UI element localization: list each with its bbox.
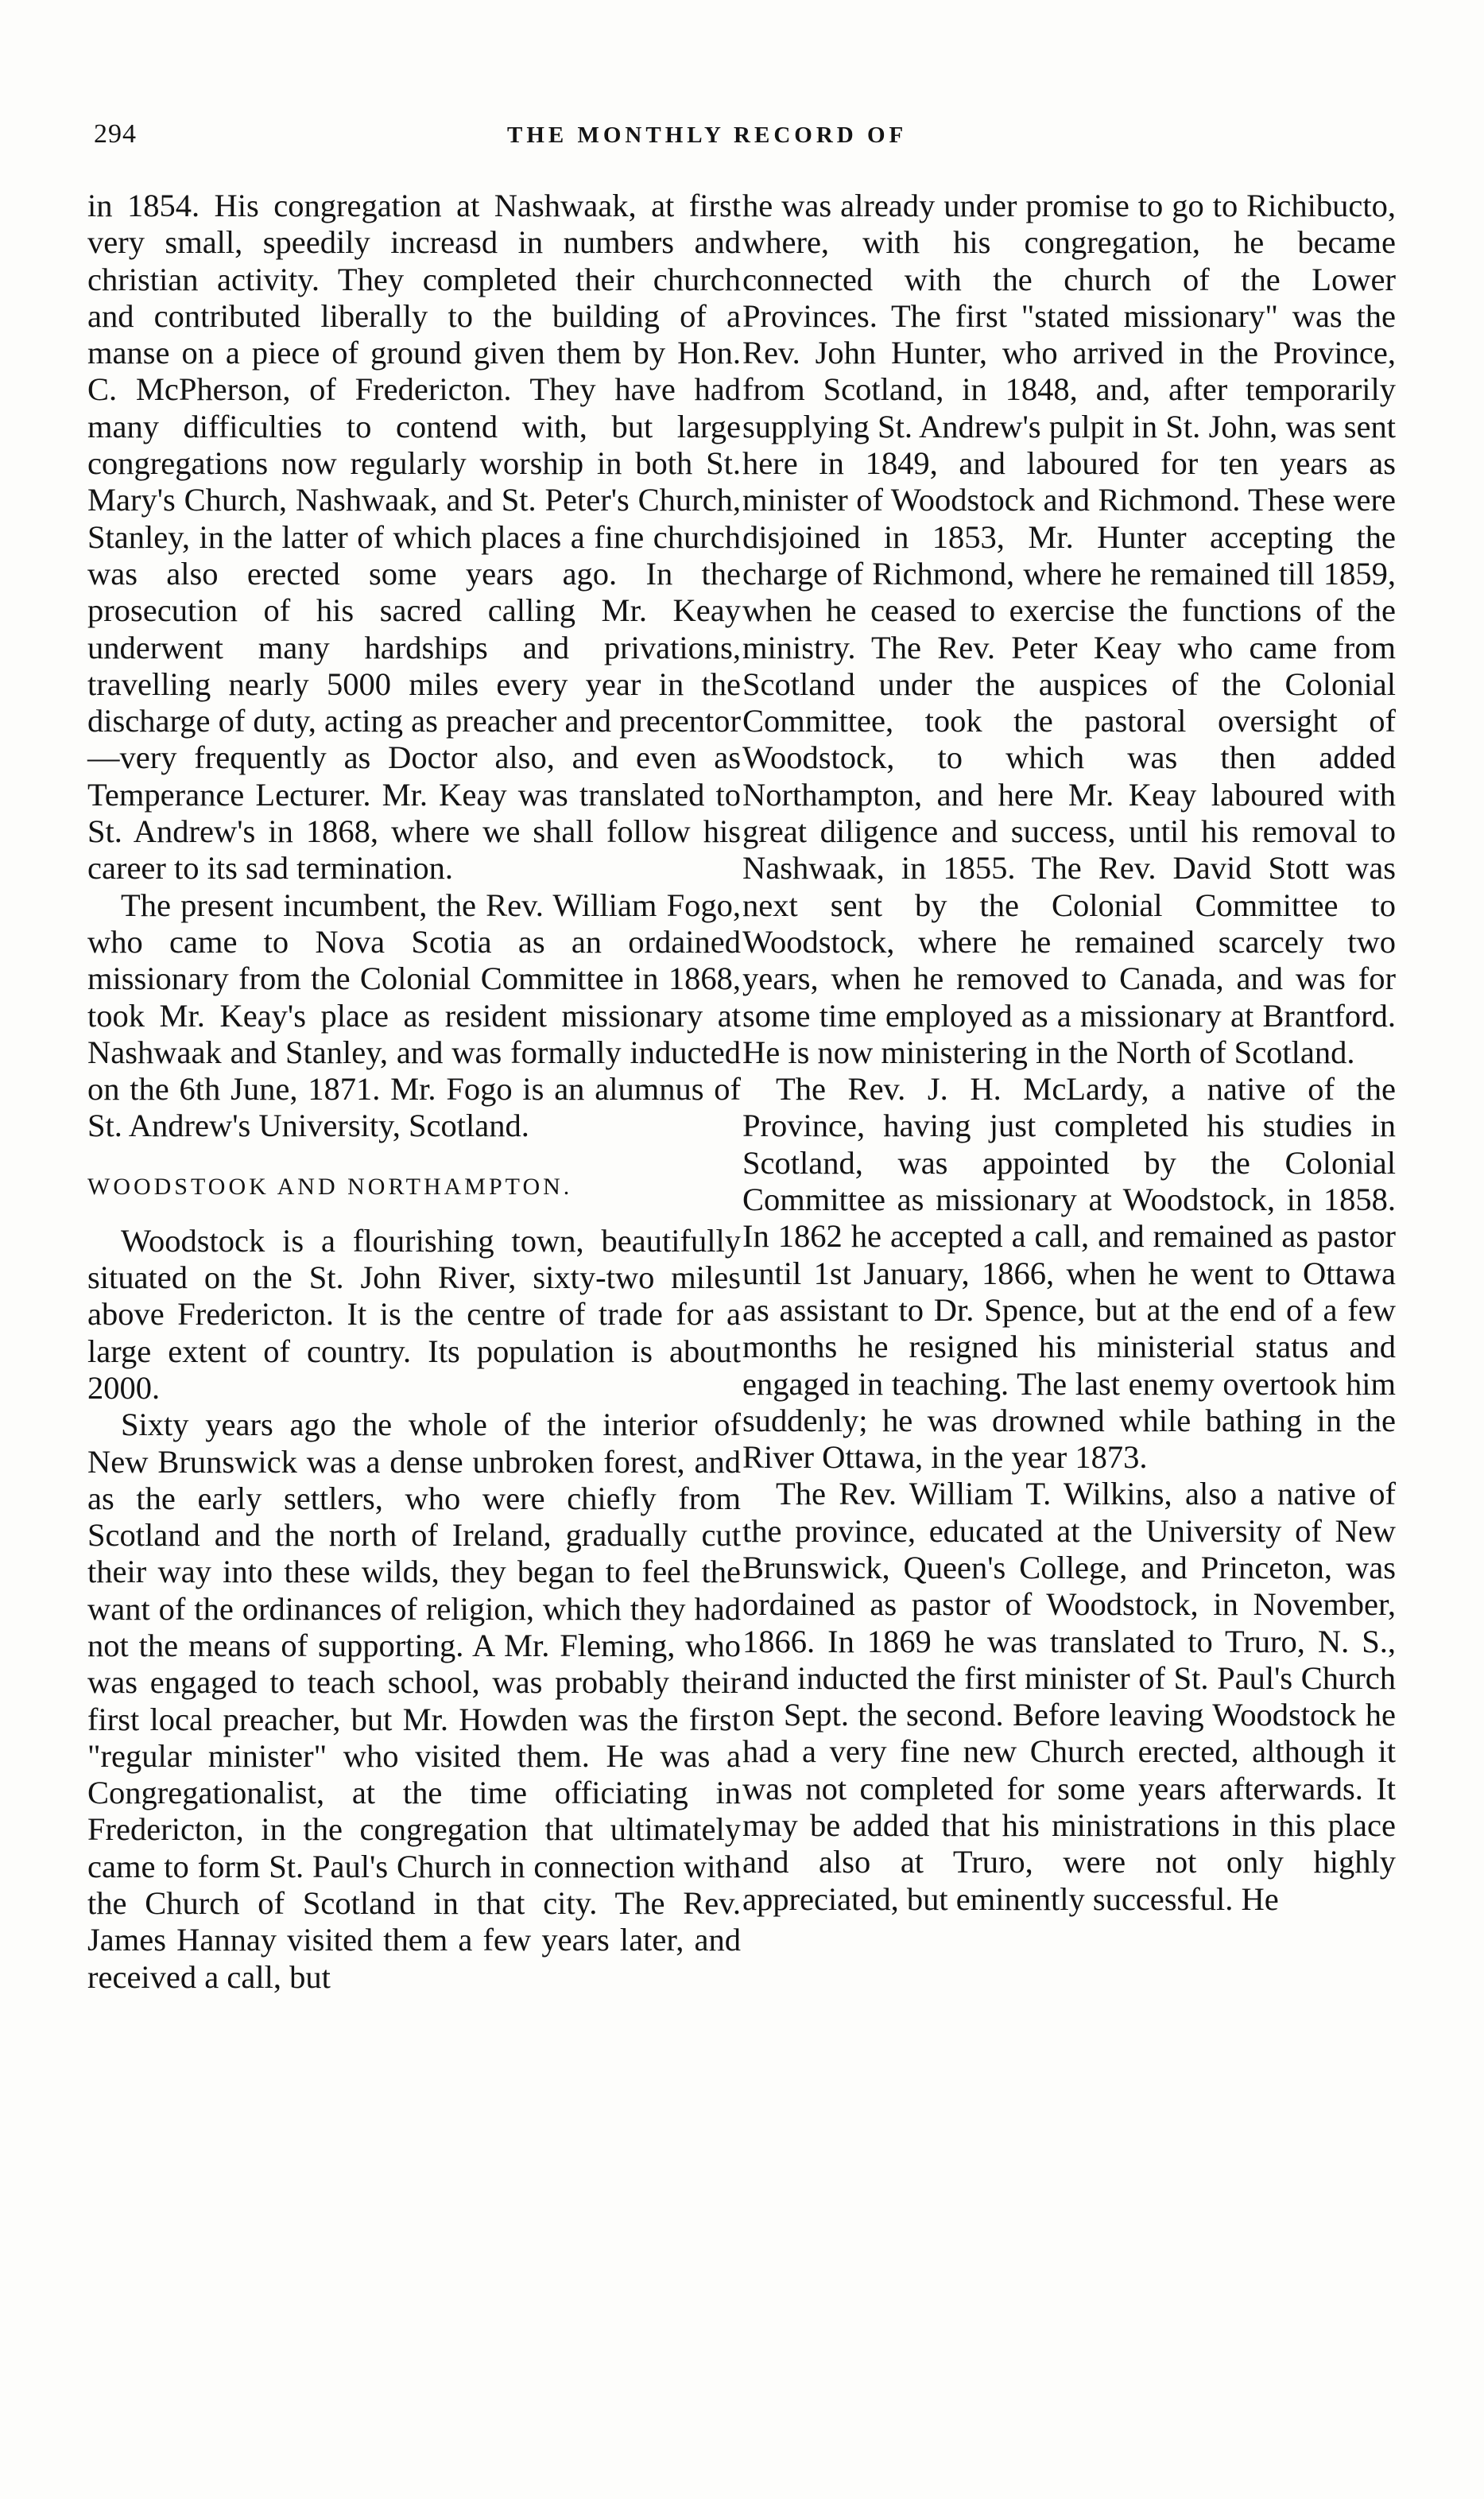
- paragraph: The Rev. William T. Wilkins, also a native of the province, educated at the University of New Brunswick, Queen's College, and Princeton, was ordained as pastor of Woodstock, in November, 1866. In 1869 he was translated to Truro, N. S., and inducted the first minister of St. Paul's Church on Sept. the second. Before leaving Woodstock he had a very fine new Church erected, although it was not completed for some years afterwards. It may be added that his ministrations in this place and also at Truro, were not only highly appreciated, but eminently successful. He: [742, 1476, 1396, 1917]
- paragraph: The Rev. J. H. McLardy, a native of the Province, having just completed his studies in Scotland, was appointed by the Colonial Committee as missionary at Woodstock, in 1858. In 1862 he accepted a call, and remained as pastor until 1st January, 1866, when he went to Ottawa as assistant to Dr. Spence, but at the end of a few months he resigned his ministerial status and engaged in teaching. The last enemy overtook him suddenly; he was drowned while bathing in the River Ottawa, in the year 1873.: [742, 1071, 1396, 1476]
- running-title: THE MONTHLY RECORD OF: [507, 122, 908, 148]
- left-column: [87, 188, 741, 1996]
- right-column: [742, 188, 1396, 1918]
- paragraph: in 1854. His congregation at Nashwaak, at first very small, speedily increasd in numbers and christian activity. They completed their church and contributed liberally to the building of a manse on a piece of ground given them by Hon. C. McPherson, of Fredericton. They have had many difficulties to contend with, but large congregations now regularly worship in both St. Mary's Church, Nashwaak, and St. Peter's Church, Stanley, in the latter of which places a fine church was also erected some years ago. In the prosecution of his sacred calling Mr. Keay underwent many hardships and privations, travelling nearly 5000 miles every year in the discharge of duty, acting as preacher and precentor —very frequently as Doctor also, and even as Temperance Lecturer. Mr. Keay was translated to St. Andrew's in 1868, where we shall follow his career to its sad termination.: [87, 188, 742, 887]
- paragraph: he was already under promise to go to Richibucto, where, with his congregation, he became connected with the church of the Lower Provinces. The first "stated missionary" was the Rev. John Hunter, who arrived in the Province, from Scotland, in 1848, and, after temporarily supplying St. Andrew's pulpit in St. John, was sent here in 1849, and laboured for ten years as minister of Woodstock and Richmond. These were disjoined in 1853, Mr. Hunter accepting the charge of Richmond, where he remained till 1859, when he ceased to exercise the functions of the ministry. The Rev. Peter Keay who came from Scotland under the auspices of the Colonial Committee, took the pastoral oversight of Woodstock, to which was then added Northampton, and here Mr. Keay laboured with great diligence and success, until his removal to Nashwaak, in 1855. The Rev. David Stott was next sent by the Colonial Committee to Woodstock, where he remained scarcely two years, when he removed to Canada, and was for some time employed as a missionary at Brantford. He is now ministering in the North of Scotland.: [742, 188, 1396, 1070]
- paragraph: The present incumbent, the Rev. William Fogo, who came to Nova Scotia as an ordained missionary from the Colonial Committee in 1868, took Mr. Keay's place as resident missionary at Nashwaak and Stanley, and was formally inducted on the 6th June, 1871. Mr. Fogo is an alumnus of St. Andrew's University, Scotland.: [87, 887, 741, 1144]
- page-header: [94, 119, 1397, 159]
- paragraph: Woodstock is a flourishing town, beautifully situated on the St. John River, sixty-two miles above Fredericton. It is the centre of trade for a large extent of country. Its population is about 2000.: [87, 1222, 741, 1406]
- paragraph: Sixty years ago the whole of the interior of New Brunswick was a dense unbroken forest, and as the early settlers, who were chiefly from Scotland and the north of Ireland, gradually cut their way into these wilds, they began to feel the want of the ordinances of religion, which they had not the means of supporting. A Mr. Fleming, who was engaged to teach school, was probably their first local preacher, but Mr. Howden was the first "regular minister" who visited them. He was a Congregationalist, at the time officiating in Fredericton, in the congregation that ultimately came to form St. Paul's Church in connection with the Church of Scotland in that city. The Rev. James Hannay visited them a few years later, and received a call, but: [87, 1407, 741, 1995]
- section-heading: WOODSTOOK AND NORTHAMPTON.: [87, 1173, 573, 1200]
- page-number: 294: [94, 119, 137, 149]
